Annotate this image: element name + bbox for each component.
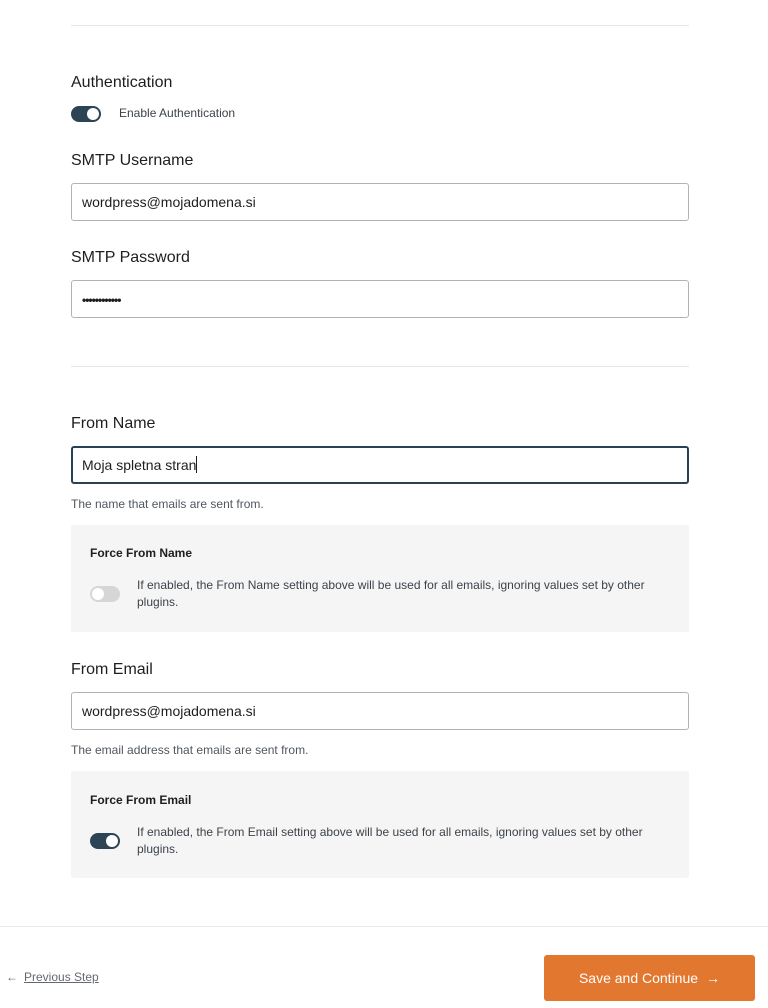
toggle-knob <box>87 108 99 120</box>
from-name-label: From Name <box>71 415 156 432</box>
enable-authentication-label: Enable Authentication <box>119 106 236 120</box>
authentication-heading: Authentication <box>71 74 173 91</box>
previous-step-label: Previous Step <box>24 970 99 984</box>
from-name-description: The name that emails are sent from. <box>71 497 264 511</box>
from-email-description: The email address that emails are sent from. <box>71 743 309 757</box>
arrow-right-icon: → <box>706 970 721 986</box>
smtp-password-label: SMTP Password <box>71 249 190 266</box>
toggle-knob <box>92 588 104 600</box>
force-from-name-toggle[interactable] <box>90 586 120 602</box>
footer-divider <box>0 926 768 927</box>
previous-step-link[interactable] <box>6 970 99 984</box>
enable-authentication-toggle[interactable] <box>71 106 101 122</box>
smtp-username-input[interactable]: wordpress@mojadomena.si <box>71 183 689 221</box>
smtp-password-input[interactable] <box>71 280 689 318</box>
save-and-continue-label: Save and Continue <box>578 970 699 986</box>
toggle-knob <box>106 835 118 847</box>
force-from-email-panel <box>71 771 689 878</box>
force-from-email-title: Force From Email <box>90 793 192 807</box>
force-from-name-panel <box>71 525 689 632</box>
from-name-input[interactable] <box>71 446 689 484</box>
from-email-input[interactable]: wordpress@mojadomena.si <box>71 692 689 730</box>
text-caret <box>196 456 197 473</box>
top-divider <box>71 25 689 26</box>
section-divider <box>71 366 689 367</box>
force-from-name-title: Force From Name <box>90 546 193 560</box>
arrow-left-icon: ← <box>6 970 18 984</box>
from-email-label: From Email <box>71 661 153 678</box>
force-from-email-toggle[interactable] <box>90 833 120 849</box>
save-and-continue-button[interactable] <box>544 955 755 1001</box>
force-from-email-text: If enabled, the From Email setting above will be used for all emails, ignoring values set by other plugins. <box>137 825 643 856</box>
smtp-username-label: SMTP Username <box>71 152 194 169</box>
password-mask: •••••••••••• <box>82 293 121 307</box>
force-from-name-text: If enabled, the From Name setting above will be used for all emails, ignoring values set by other plugins. <box>137 578 645 609</box>
from-name-value: Moja spletna stran <box>82 457 197 473</box>
